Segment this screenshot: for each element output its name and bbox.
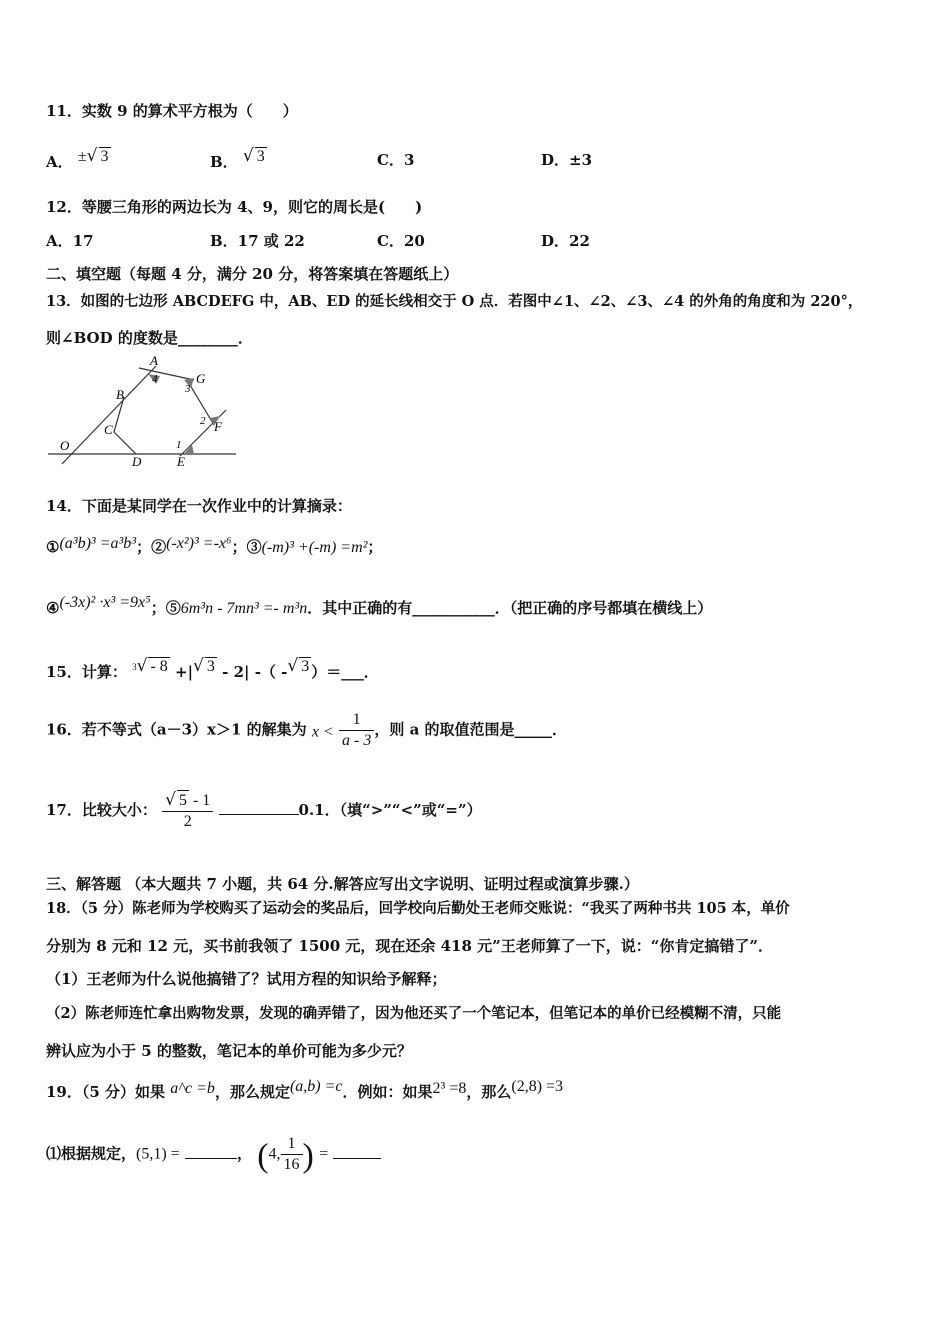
q11-option-d: D．±3 xyxy=(541,151,593,169)
q18-line4: （2）陈老师连忙拿出购物发票，发现的确弄错了，因为他还买了一个笔记本，但笔记本的单价已经模糊不清，只能 xyxy=(46,1005,782,1022)
label-O: O xyxy=(60,438,70,453)
q12-option-a: A．17 xyxy=(46,232,94,250)
q11-b-radicand: 3 xyxy=(256,148,265,165)
section2-title: 二、填空题（每题 4 分，满分 20 分，将答案填在答题纸上） xyxy=(46,265,459,283)
q18-line1: 18．（5 分）陈老师为学校购买了运动会的奖品后，回学校向后勤处王老师交账说：“我买了两种书共 105 本，单价 xyxy=(46,900,790,917)
q15-radicand3: 3 xyxy=(301,658,310,675)
q14-expr4: (-3x)² ·x³ =9x⁵ xyxy=(59,594,151,611)
section3-title: 三、解答题 （本大题共 7 小题，共 64 分.解答应写出文字说明、证明过程或演算步骤.） xyxy=(46,875,639,893)
q14-tail: ．其中正确的有___________．（把正确的序号都填在横线上） xyxy=(307,599,713,617)
q17-answer-blank[interactable] xyxy=(219,800,299,815)
q19-expr2: (a,b) =c xyxy=(289,1078,343,1095)
q16-lhs: x < xyxy=(311,723,334,741)
q19-line: 19．（5 分）如果 a^c =b，那么规定(a,b) =c．例如：如果2³ =8，那么(2,8) =3 xyxy=(46,1078,564,1101)
q15-radicand2: 3 xyxy=(206,658,215,675)
q12-option-c: C．20 xyxy=(377,232,425,250)
q15-radicand1: - 8 xyxy=(150,658,168,675)
q14-row2: ④(-3x)² ·x³ =9x⁵；⑤6m³n - 7mn³ =- m³n．其中正确的有___________．（把正确的序号都填在横线上） xyxy=(46,594,713,617)
label-1: 1 xyxy=(176,439,182,451)
q19-sub1-expr1: (5,1) = xyxy=(136,1145,180,1163)
label-3: 3 xyxy=(185,383,191,395)
q14-row1: ①(a³b)³ =a³b³；②(-x²)³ =-x⁶；③(-m)³ +(-m) =m²； xyxy=(46,535,383,556)
label-G: G xyxy=(196,371,206,386)
q14-expr2: (-x²)³ =-x⁶ xyxy=(166,535,232,552)
label-4: 4 xyxy=(152,373,158,385)
q17-fraction: $\frac{√ 5 - 1}{2}$ xyxy=(162,790,213,832)
q14-expr3: (-m)³ +(-m) =m² xyxy=(261,539,368,556)
q14-expr5: 6m³n - 7mn³ =- m³n xyxy=(180,600,308,617)
q13-line2: 则∠BOD 的度数是________． xyxy=(46,329,253,347)
label-C: C xyxy=(104,422,113,437)
q16-line: 16．若不等式（a－3）x＞1 的解集为 x < $\frac{1}{a - 3}$ ，则 a 的取值范围是_____． xyxy=(46,711,568,749)
label-2: 2 xyxy=(200,415,206,427)
q19-expr1: a^c =b xyxy=(170,1080,215,1097)
q19-expr4: (2,8) =3 xyxy=(511,1078,564,1095)
q16-fraction: $\frac{1}{a - 3}$ xyxy=(339,710,374,751)
q18-line2: 分别为 8 元和 12 元，买书前我领了 1500 元，现在还余 418 元”王老师算了一下，说：“你肯定搞错了”． xyxy=(46,937,774,955)
q11-stem: 11．实数 9 的算术平方根为（ ） xyxy=(46,102,298,120)
q11-a-radicand: 3 xyxy=(100,148,109,165)
q14-stem: 14．下面是某同学在一次作业中的计算摘录： xyxy=(46,497,352,515)
q12-stem: 12．等腰三角形的两边长为 4、9，则它的周长是( ) xyxy=(46,198,423,216)
q12-option-b: B．17 或 22 xyxy=(210,232,305,250)
figure-labels xyxy=(60,353,223,469)
label-B: B xyxy=(116,387,124,402)
label-D: D xyxy=(132,454,142,469)
label-F: F xyxy=(214,419,222,434)
q19-expr3: 2³ =8 xyxy=(432,1080,467,1097)
q17-line: 17．比较大小： $\frac{√ 5 - 1}{2}$ 0.1．（填“>”“<”或“=”） xyxy=(46,790,482,830)
q11-option-c: C．3 xyxy=(377,151,415,169)
q11-option-b: B． √ 3 xyxy=(210,146,265,171)
q19-blank2[interactable] xyxy=(333,1144,381,1159)
q11-option-a: A． ±√ 3 xyxy=(46,146,109,171)
q19-sub1: ⑴根据规定，(5,1) = ， (4, $\frac{1}{16}$ ) = xyxy=(46,1134,381,1176)
q18-line5: 辨认应为小于 5 的整数，笔记本的单价可能为多少元？ xyxy=(46,1042,412,1060)
label-E: E xyxy=(177,454,185,469)
q19-fraction: $\frac{1}{16}$ xyxy=(281,1134,303,1175)
q19-blank1[interactable] xyxy=(185,1144,237,1159)
q14-expr1: (a³b)³ =a³b³ xyxy=(59,535,137,552)
q18-line3: （1）王老师为什么说他搞错了？试用方程的知识给予解释； xyxy=(46,970,447,988)
q15-line: 15．计算： $^3$√ - 8 +|√ 3 - 2| -（ -√ 3 ）＝___． xyxy=(46,656,379,681)
heptagon-figure xyxy=(44,352,244,470)
q15-root-index: 3 xyxy=(132,662,137,672)
label-A: A xyxy=(150,353,158,368)
q11-a-plusminus: ± xyxy=(77,148,87,165)
q13-line1: 13．如图的七边形 ABCDEFG 中，AB、ED 的延长线相交于 O 点．若图中∠1、∠2、∠3、∠4 的外角的角度和为 220°， xyxy=(46,293,863,310)
q12-option-d: D．22 xyxy=(541,232,590,250)
